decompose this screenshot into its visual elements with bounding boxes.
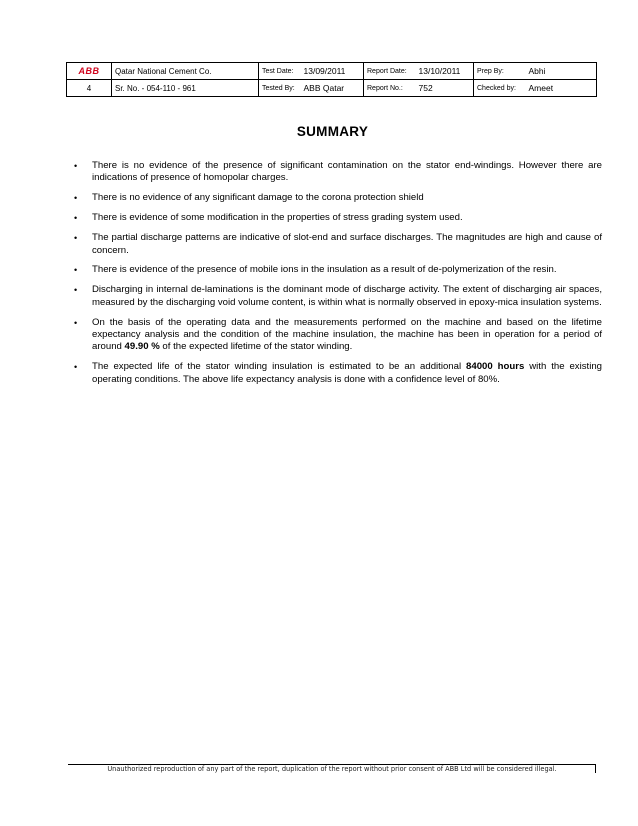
page-number: 4 — [67, 80, 112, 97]
bullet-icon: • — [74, 265, 78, 276]
summary-item-text: Discharging in internal de-laminations is the dominant mode of discharge activity. The extent of discharging air spaces, measured by the discharging void volume content, is within what is normally observed in epoxy-mica insulation systems. — [92, 284, 602, 308]
tested-by-label: Tested By: — [259, 80, 301, 97]
bullet-icon: • — [74, 233, 78, 244]
abb-logo — [67, 63, 112, 80]
test-date-label: Test Date: — [259, 63, 301, 80]
bullet-icon: • — [74, 193, 78, 204]
bullet-icon: • — [74, 161, 78, 171]
summary-item-text-post: with the existing operating conditions. The above life expectancy analysis is done with a confidence level of 80%. — [92, 361, 602, 385]
summary-title: SUMMARY — [296, 124, 369, 139]
company-name: Qatar National Cement Co. — [112, 63, 259, 80]
prep-by-label: Prep By: — [474, 63, 526, 80]
summary-item — [74, 212, 602, 224]
summary-item-text: The partial discharge patterns are indicative of slot-end and surface discharges. The magnitudes are high and cause of concern. — [92, 232, 602, 256]
summary-item — [74, 192, 602, 204]
test-date-value: 13/09/2011 — [301, 63, 364, 80]
checked-by-label: Checked by: — [474, 80, 526, 97]
header-row-2 — [67, 80, 597, 97]
bullet-icon: • — [74, 213, 78, 224]
report-no-value: 752 — [416, 80, 474, 97]
abb-logo-text: ABB — [78, 66, 100, 76]
summary-item — [74, 264, 602, 276]
summary-item — [74, 232, 602, 257]
footer-notice: Unauthorized reproduction of any part of the report, duplication of the report without prior consent of ABB Ltd will be considered illegal. — [107, 765, 557, 773]
summary-item — [74, 361, 602, 386]
header-row-1 — [67, 63, 597, 80]
summary-list — [74, 160, 602, 394]
report-date-value: 13/10/2011 — [416, 63, 474, 80]
operation-percentage: 49.90 % — [124, 341, 160, 353]
prep-by-value: Abhi — [526, 63, 597, 80]
bullet-icon: • — [74, 362, 78, 373]
summary-item-text-pre: The expected life of the stator winding insulation is estimated to be an additional — [92, 361, 467, 373]
summary-item — [74, 317, 602, 354]
report-date-label: Report Date: — [364, 63, 416, 80]
summary-item-text: There is evidence of some modification in the properties of stress grading system used. — [92, 212, 463, 224]
summary-item-text-post: of the expected lifetime of the stator winding. — [159, 341, 353, 353]
bullet-icon: • — [74, 285, 78, 296]
report-no-label: Report No.: — [364, 80, 416, 97]
summary-item-text: There is no evidence of any significant damage to the corona protection shield — [92, 192, 424, 204]
serial-number: Sr. No. - 054-110 - 961 — [112, 80, 259, 97]
summary-item-text-pre: On the basis of the operating data and the measurements performed on the machine and based on the lifetime expectancy analysis and the condition of the machine insulation, the machine has been in operation for a period of around — [92, 316, 602, 353]
bullet-icon: • — [74, 317, 78, 328]
summary-item — [74, 284, 602, 309]
summary-item — [74, 160, 602, 185]
checked-by-value: Ameet — [526, 80, 597, 97]
summary-item-text: There is no evidence of the presence of significant contamination on the stator end-windings. However there are indications of presence of homopolar charges. — [92, 160, 602, 184]
report-header-table — [66, 62, 597, 97]
tested-by-value: ABB Qatar — [301, 80, 364, 97]
summary-item-text: There is evidence of the presence of mobile ions in the insulation as a result of de-polymerization of the resin. — [92, 264, 557, 276]
remaining-life-hours: 84000 hours — [466, 361, 525, 373]
